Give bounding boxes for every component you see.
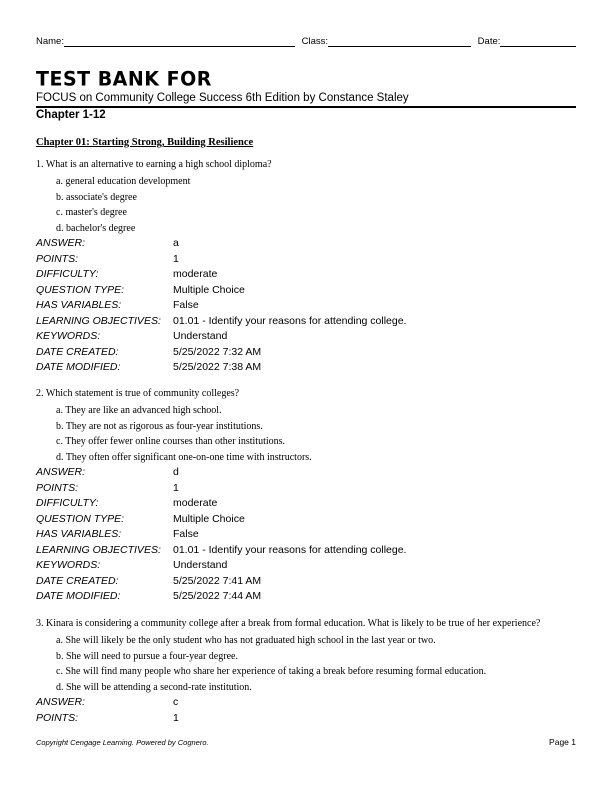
keywords-value: Understand bbox=[173, 559, 228, 571]
difficulty-value: moderate bbox=[173, 268, 218, 280]
answer-value: d bbox=[173, 466, 179, 478]
answer-row: ANSWER: d bbox=[36, 466, 179, 478]
option-d: d. She will be attending a second-rate institution. bbox=[56, 681, 252, 693]
points-row: POINTS: 1 bbox=[36, 711, 179, 724]
points-value: 1 bbox=[173, 711, 179, 724]
date-modified-row: DATE MODIFIED: 5/25/2022 7:38 AM bbox=[36, 361, 262, 373]
points-value: 1 bbox=[173, 481, 179, 494]
has-variables-row: HAS VARIABLES: False bbox=[36, 299, 199, 311]
date-label: Date: bbox=[477, 36, 501, 47]
learning-objectives-row: LEARNING OBJECTIVES: 01.01 - Identify your reasons for attending college. bbox=[36, 543, 407, 556]
page-number: Page 1 bbox=[549, 737, 576, 747]
learning-objectives-value: 01.01 - Identify your reasons for attending college. bbox=[173, 543, 407, 556]
question-stem: 3. Kinara is considering a community college after a break from formal education. What is likely to be true of her experience? bbox=[36, 618, 541, 629]
points-row: POINTS: 1 bbox=[36, 252, 179, 265]
date-blank bbox=[500, 36, 576, 47]
question-3 bbox=[36, 618, 576, 726]
points-row: POINTS: 1 bbox=[36, 481, 179, 494]
option-d: d. bachelor's degree bbox=[56, 222, 136, 234]
date-created-row: DATE CREATED: 5/25/2022 7:41 AM bbox=[36, 574, 262, 587]
option-b: b. They are not as rigorous as four-year institutions. bbox=[56, 420, 263, 432]
option-c: c. She will find many people who share her experience of taking a break before resuming formal education. bbox=[56, 666, 487, 677]
chapter-range: Chapter 1-12 bbox=[36, 109, 106, 121]
question-1 bbox=[36, 159, 576, 376]
date-modified-value: 5/25/2022 7:44 AM bbox=[173, 590, 262, 602]
option-b: b. She will need to pursue a four-year degree. bbox=[56, 650, 238, 662]
difficulty-value: moderate bbox=[173, 497, 218, 509]
option-a: a. They are like an advanced high school. bbox=[56, 405, 222, 416]
difficulty-row: DIFFICULTY: moderate bbox=[36, 268, 218, 280]
class-blank bbox=[328, 36, 471, 47]
chapter-heading: Chapter 01: Starting Strong, Building Resilience bbox=[36, 137, 254, 148]
difficulty-row: DIFFICULTY: moderate bbox=[36, 497, 218, 509]
answer-value: a bbox=[173, 237, 179, 249]
date-created-value: 5/25/2022 7:32 AM bbox=[173, 345, 262, 358]
document-title: TEST BANK FOR bbox=[36, 67, 212, 91]
option-c: c. master's degree bbox=[56, 207, 127, 218]
keywords-row: KEYWORDS: Understand bbox=[36, 330, 228, 342]
question-stem: 2. Which statement is true of community colleges? bbox=[36, 388, 240, 399]
date-created-row: DATE CREATED: 5/25/2022 7:32 AM bbox=[36, 345, 262, 358]
question-stem: 1. What is an alternative to earning a high school diploma? bbox=[36, 159, 272, 170]
question-type-value: Multiple Choice bbox=[173, 283, 245, 296]
keywords-row: KEYWORDS: Understand bbox=[36, 559, 228, 571]
question-type-row: QUESTION TYPE: Multiple Choice bbox=[36, 512, 245, 525]
points-value: 1 bbox=[173, 252, 179, 265]
name-blank bbox=[64, 36, 295, 47]
question-type-row: QUESTION TYPE: Multiple Choice bbox=[36, 283, 245, 296]
name-label: Name: bbox=[36, 36, 64, 47]
option-a: a. general education development bbox=[56, 176, 191, 187]
has-variables-row: HAS VARIABLES: False bbox=[36, 528, 199, 540]
option-d: d. They often offer significant one-on-one time with instructors. bbox=[56, 451, 312, 463]
student-info-header bbox=[36, 36, 576, 47]
question-2 bbox=[36, 388, 576, 605]
keywords-value: Understand bbox=[173, 330, 228, 342]
copyright-footer: Copyright Cengage Learning. Powered by Cognero. bbox=[36, 738, 209, 747]
learning-objectives-value: 01.01 - Identify your reasons for attending college. bbox=[173, 314, 407, 327]
date-modified-value: 5/25/2022 7:38 AM bbox=[173, 361, 262, 373]
date-modified-row: DATE MODIFIED: 5/25/2022 7:44 AM bbox=[36, 590, 262, 602]
answer-row: ANSWER: a bbox=[36, 237, 179, 249]
date-created-value: 5/25/2022 7:41 AM bbox=[173, 574, 262, 587]
document-subtitle: FOCUS on Community College Success 6th Edition by Constance Staley bbox=[36, 92, 576, 108]
has-variables-value: False bbox=[173, 528, 199, 540]
class-label: Class: bbox=[301, 36, 329, 47]
option-b: b. associate's degree bbox=[56, 191, 137, 203]
has-variables-value: False bbox=[173, 299, 199, 311]
learning-objectives-row: LEARNING OBJECTIVES: 01.01 - Identify your reasons for attending college. bbox=[36, 314, 407, 327]
answer-row: ANSWER: c bbox=[36, 696, 179, 708]
option-a: a. She will likely be the only student who has not graduated high school in the last year or two. bbox=[56, 635, 436, 646]
option-c: c. They offer fewer online courses than other institutions. bbox=[56, 436, 286, 447]
answer-value: c bbox=[173, 696, 179, 708]
question-type-value: Multiple Choice bbox=[173, 512, 245, 525]
